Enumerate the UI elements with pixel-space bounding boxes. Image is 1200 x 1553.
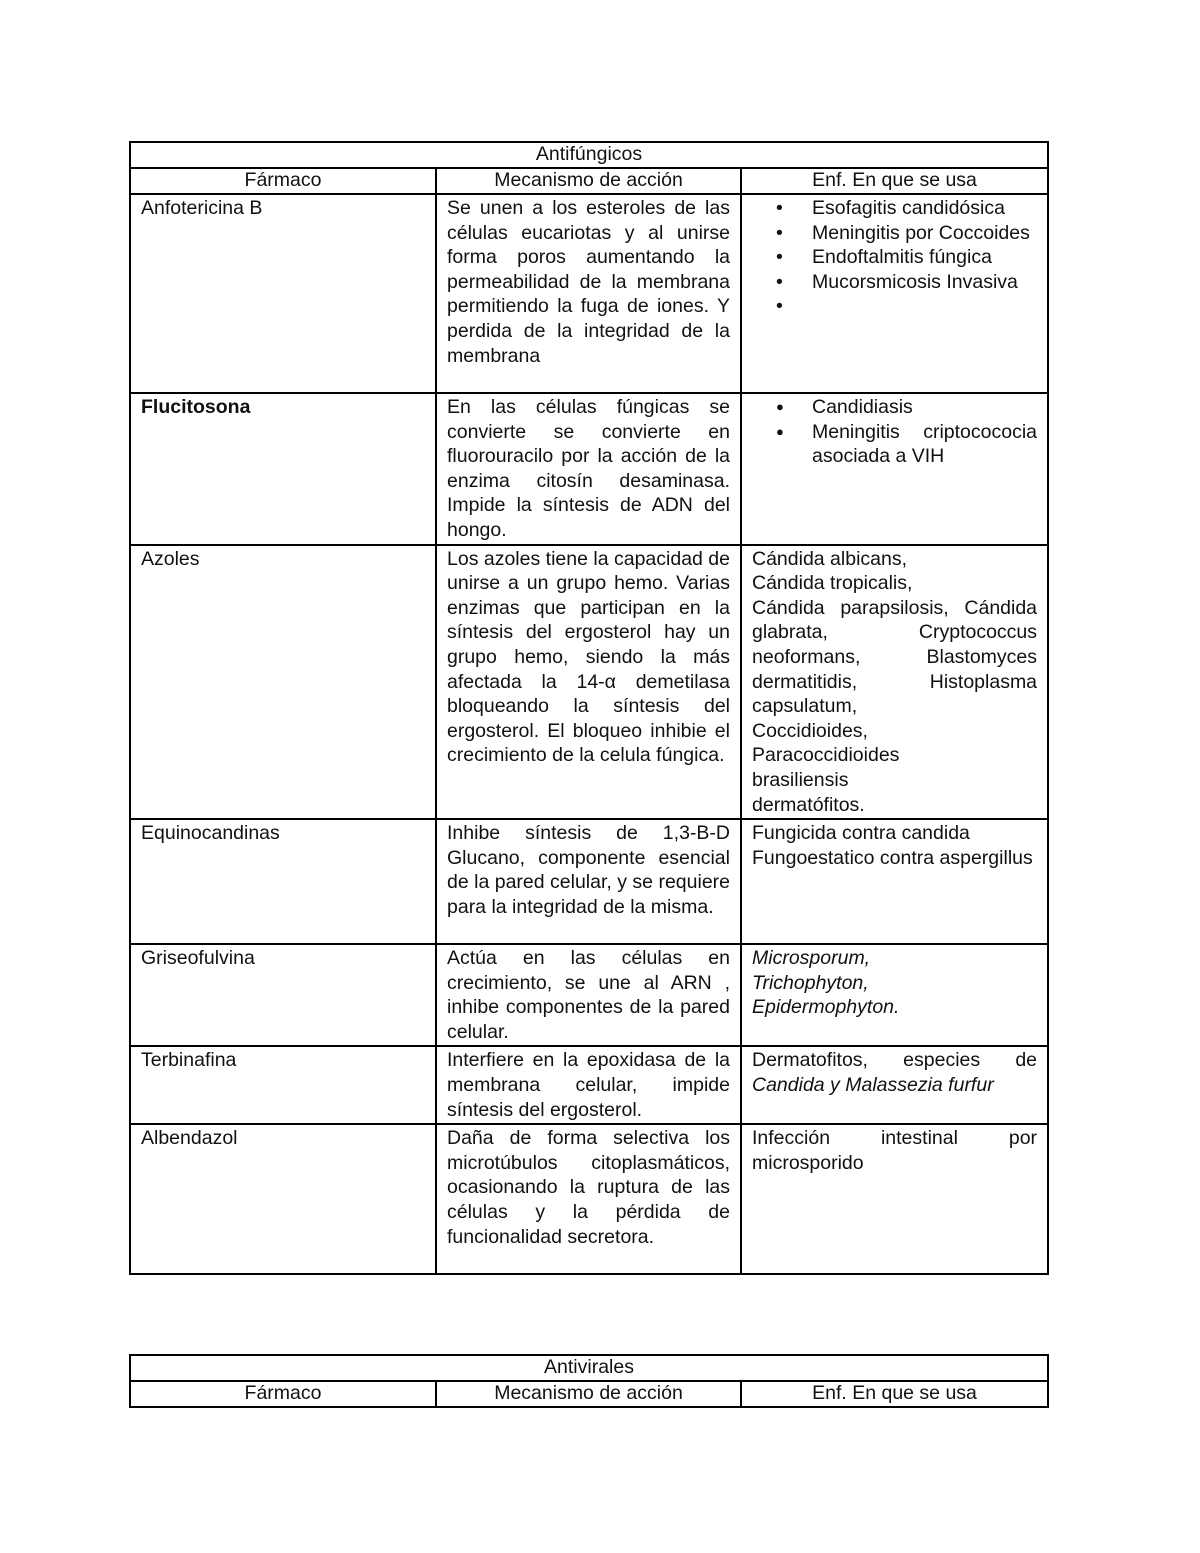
mechanism-text: Actúa en las células en crecimiento, se une al ARN , inhibe componentes de la pared celular. (436, 944, 741, 1046)
uses-list (752, 395, 1037, 469)
drug-name: Albendazol (130, 1124, 436, 1274)
uses-list (752, 196, 1037, 319)
column-header-drug: Fármaco (130, 1381, 436, 1407)
column-header-mechanism: Mecanismo de acción (436, 1381, 741, 1407)
uses-line: Trichophyton, (752, 971, 869, 994)
uses-cell (741, 393, 1048, 545)
column-header-uses: Enf. En que se usa (741, 1381, 1048, 1407)
uses-line: Paracoccidioides (752, 744, 900, 767)
uses-line: Cándida albicans, (752, 547, 908, 570)
list-item: ● Candidiasis (812, 395, 1037, 420)
mechanism-text: Interfiere en la epoxidasa de la membrana celular, impide síntesis del ergosterol. (436, 1046, 741, 1124)
drug-name: Equinocandinas (130, 819, 436, 944)
table-title: Antifúngicos (130, 142, 1048, 168)
table-row (130, 819, 1048, 944)
list-item: • Mucorsmicosis Invasiva (812, 270, 1037, 295)
uses-line: Infección intestinal por microsporido (752, 1127, 1038, 1174)
antifungicos-table (129, 141, 1049, 1275)
drug-name: Terbinafina (130, 1046, 436, 1124)
mechanism-text: En las células fúngicas se convierte se convierte en fluorouracilo por la acción de la enzima citosín desaminasa. Impide la síntesis de ADN del hongo. (436, 393, 741, 545)
uses-line: Cándida tropicalis, (752, 572, 913, 595)
column-header-uses: Enf. En que se usa (741, 168, 1048, 194)
list-item: • Esofagitis candidósica (812, 196, 1037, 221)
antivirales-table (129, 1354, 1049, 1408)
list-item (812, 294, 1037, 319)
drug-name: Anfotericina B (130, 194, 436, 393)
uses-line: Fungicida contra candida (752, 822, 970, 845)
drug-name: Griseofulvina (130, 944, 436, 1046)
uses-line: Epidermophyton. (752, 996, 900, 1019)
table-row (130, 194, 1048, 393)
uses-text: Dermatofitos, especies de (752, 1049, 1038, 1072)
uses-cell (741, 944, 1048, 1046)
table-row (130, 944, 1048, 1046)
uses-line: dermatófitos. (752, 793, 865, 816)
drug-name: Azoles (130, 545, 436, 820)
table-row (130, 393, 1048, 545)
table-row (130, 545, 1048, 820)
uses-cell (741, 194, 1048, 393)
uses-cell (741, 819, 1048, 944)
uses-cell (741, 545, 1048, 820)
table-title: Antivirales (130, 1355, 1048, 1381)
uses-text-italic: Candida y Malassezia furfur (752, 1074, 994, 1097)
uses-line: Coccidioides, (752, 719, 868, 742)
list-item: ● Meningitis criptocococia asociada a VIH (812, 420, 1037, 469)
column-header-mechanism: Mecanismo de acción (436, 168, 741, 194)
uses-line: Cándida parapsilosis, Cándida glabrata, Cryptococcus neoformans, Blastomyces dermatitidis, Histoplasma capsulatum, (752, 596, 1038, 718)
column-header-drug: Fármaco (130, 168, 436, 194)
uses-cell (741, 1046, 1048, 1124)
table-row (130, 1046, 1048, 1124)
mechanism-text: Daña de forma selectiva los microtúbulos citoplasmáticos, ocasionando la ruptura de las células y la pérdida de funcionalidad secretora. (436, 1124, 741, 1274)
uses-cell (741, 1124, 1048, 1274)
mechanism-text: Inhibe síntesis de 1,3-B-D Glucano, componente esencial de la pared celular, y se requiere para la integridad de la misma. (436, 819, 741, 944)
uses-line: Microsporum, (752, 947, 871, 970)
drug-name: Flucitosona (130, 393, 436, 545)
list-item: • Endoftalmitis fúngica (812, 245, 1037, 270)
mechanism-text: Se unen a los esteroles de las células eucariotas y al unirse forma poros aumentando la permeabilidad de la membrana permitiendo la fuga de iones. Y perdida de la integridad de la membrana (436, 194, 741, 393)
mechanism-text: Los azoles tiene la capacidad de unirse a un grupo hemo. Varias enzimas que participan en la síntesis del ergosterol hay un grupo hemo, siendo la más afectada la 14-α demetilasa bloqueando la síntesis del ergosterol. El bloqueo inhibie el crecimiento de la celula fúngica. (436, 545, 741, 820)
uses-line: Fungoestatico contra aspergillus (752, 846, 1033, 869)
uses-line: brasiliensis (752, 768, 849, 791)
table-row (130, 1124, 1048, 1274)
list-item: • Meningitis por Coccoides (812, 221, 1037, 246)
